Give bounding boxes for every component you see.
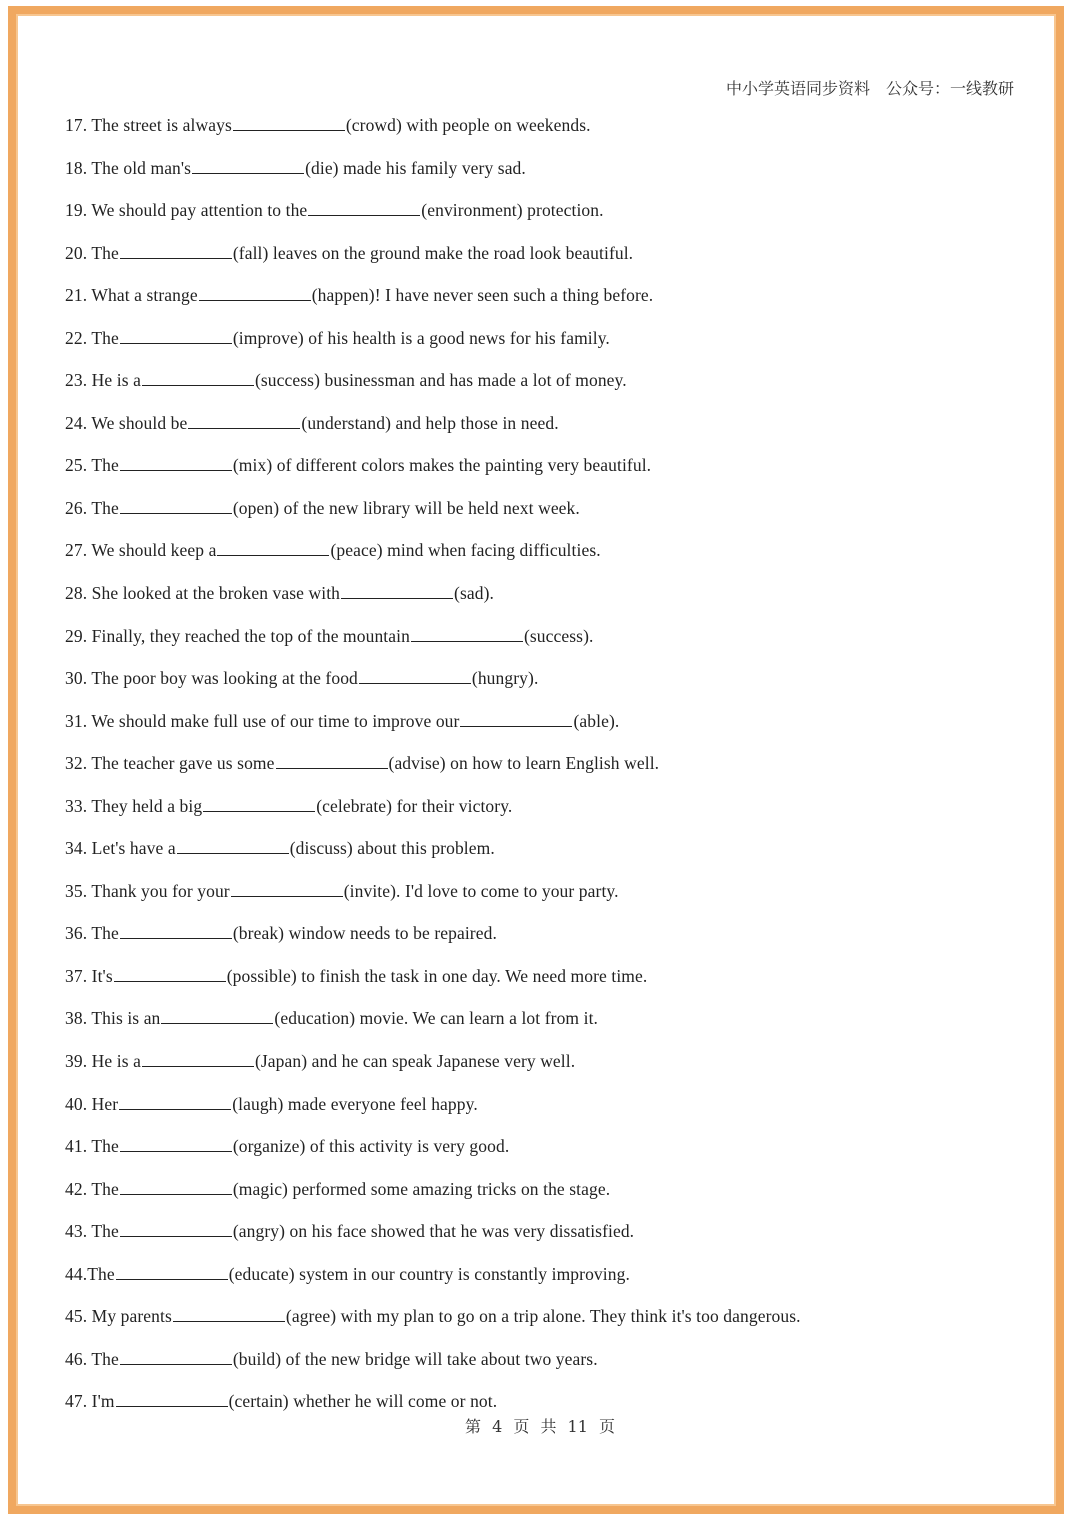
exercise-item xyxy=(65,1344,1025,1387)
item-number: 39. xyxy=(65,1051,88,1072)
exercise-list xyxy=(65,110,1025,1429)
item-text-before: He is a xyxy=(91,370,141,391)
exercise-item xyxy=(65,195,1025,238)
answer-blank[interactable] xyxy=(199,282,311,301)
item-number: 37. xyxy=(65,965,88,986)
item-text-after: (crowd) with people on weekends. xyxy=(345,115,591,135)
item-text-before: The xyxy=(91,327,119,348)
item-text-before: The poor boy was looking at the food xyxy=(91,668,358,689)
exercise-item xyxy=(65,1174,1025,1217)
item-number: 21. xyxy=(65,285,88,306)
item-text-after: (sad). xyxy=(454,583,494,604)
exercise-item xyxy=(65,1216,1025,1259)
exercise-item xyxy=(65,791,1025,834)
exercise-item xyxy=(65,961,1025,1004)
item-text-before: The xyxy=(91,242,119,263)
answer-blank[interactable] xyxy=(308,197,420,216)
answer-blank[interactable] xyxy=(203,793,315,812)
answer-blank[interactable] xyxy=(359,665,471,684)
exercise-item xyxy=(65,238,1025,281)
exercise-item xyxy=(65,706,1025,749)
header-account: 公众号：一线教研 xyxy=(885,81,1014,98)
exercise-item xyxy=(65,621,1025,664)
item-text-before: It's xyxy=(91,965,113,986)
exercise-item xyxy=(65,748,1025,791)
answer-blank[interactable] xyxy=(217,537,329,556)
exercise-item xyxy=(65,1089,1025,1132)
answer-blank[interactable] xyxy=(276,750,388,769)
item-number: 32. xyxy=(65,753,88,774)
item-number: 47. xyxy=(65,1391,88,1412)
item-text-after: (celebrate) for their victory. xyxy=(316,795,513,816)
item-text-after: (success) businessman and has made a lot of money. xyxy=(254,370,627,391)
item-text-before: The teacher gave us some xyxy=(91,753,275,774)
item-number: 18. xyxy=(65,157,88,178)
exercise-item xyxy=(65,1259,1025,1302)
item-text-before: He is a xyxy=(91,1051,141,1072)
item-text-after: (understand) and help those in need. xyxy=(301,412,559,433)
answer-blank[interactable] xyxy=(177,835,289,854)
item-text-after: (angry) on his face showed that he was very dissatisfied. xyxy=(232,1221,635,1242)
item-text-after: (possible) to finish the task in one day. We need more time. xyxy=(226,965,648,986)
answer-blank[interactable] xyxy=(116,1388,228,1407)
item-text-after: (break) window needs to be repaired. xyxy=(232,923,497,944)
item-text-after: (agree) with my plan to go on a trip alone. They think it's too dangerous. xyxy=(285,1306,801,1327)
item-text-before: We should be xyxy=(91,412,188,433)
answer-blank[interactable] xyxy=(120,1218,232,1237)
item-text-after: (Japan) and he can speak Japanese very well. xyxy=(254,1051,576,1072)
answer-blank[interactable] xyxy=(120,325,232,344)
item-text-before: I'm xyxy=(91,1391,115,1412)
answer-blank[interactable] xyxy=(233,112,345,131)
header-source: 中小学英语同步资料 xyxy=(725,81,870,98)
item-number: 29. xyxy=(65,625,88,646)
item-number: 38. xyxy=(65,1008,88,1029)
item-number: 34. xyxy=(65,838,88,859)
answer-blank[interactable] xyxy=(120,240,232,259)
exercise-item xyxy=(65,153,1025,196)
item-text-after: (hungry). xyxy=(471,668,539,689)
exercise-item xyxy=(65,535,1025,578)
item-text-after: (mix) of different colors makes the painting very beautiful. xyxy=(232,455,652,476)
answer-blank[interactable] xyxy=(120,1176,232,1195)
item-text-before: Finally, they reached the top of the mountain xyxy=(91,625,410,646)
answer-blank[interactable] xyxy=(188,410,300,429)
item-number: 42. xyxy=(65,1178,88,1199)
item-text-after: (organize) of this activity is very good. xyxy=(232,1136,510,1157)
answer-blank[interactable] xyxy=(120,495,232,514)
item-text-after: (peace) mind when facing difficulties. xyxy=(330,540,601,561)
item-text-before: The xyxy=(91,497,119,518)
item-text-after: (environment) protection. xyxy=(421,200,604,221)
item-text-after: (advise) on how to learn English well. xyxy=(388,753,660,774)
answer-blank[interactable] xyxy=(120,1346,232,1365)
answer-blank[interactable] xyxy=(114,963,226,982)
item-number: 40. xyxy=(65,1093,88,1114)
exercise-item xyxy=(65,663,1025,706)
exercise-item xyxy=(65,578,1025,621)
item-text-after: (invite). I'd love to come to your party. xyxy=(343,880,619,901)
item-number: 45. xyxy=(65,1306,88,1327)
answer-blank[interactable] xyxy=(119,1091,231,1110)
answer-blank[interactable] xyxy=(116,1261,228,1280)
item-text-before: What a strange xyxy=(91,285,198,306)
item-number: 36. xyxy=(65,923,88,944)
item-text-before: We should make full use of our time to improve our xyxy=(91,710,460,731)
item-number: 35. xyxy=(65,880,88,901)
answer-blank[interactable] xyxy=(173,1303,285,1322)
answer-blank[interactable] xyxy=(120,920,232,939)
item-number: 17. xyxy=(65,115,88,135)
item-text-after: (laugh) made everyone feel happy. xyxy=(232,1093,478,1114)
answer-blank[interactable] xyxy=(411,623,523,642)
item-text-before: The xyxy=(91,1178,119,1199)
item-number: 19. xyxy=(65,200,88,221)
answer-blank[interactable] xyxy=(120,452,232,471)
exercise-item xyxy=(65,365,1025,408)
item-text-before: The xyxy=(91,1136,119,1157)
item-text-after: (build) of the new bridge will take about two years. xyxy=(232,1348,598,1369)
exercise-item xyxy=(65,110,1025,153)
exercise-item xyxy=(65,1003,1025,1046)
item-number: 46. xyxy=(65,1348,88,1369)
item-number: 33. xyxy=(65,795,88,816)
item-number: 24. xyxy=(65,412,88,433)
answer-blank[interactable] xyxy=(192,155,304,174)
item-number: 27. xyxy=(65,540,88,561)
item-text-after: (happen)! I have never seen such a thing before. xyxy=(311,285,654,306)
item-text-after: (fall) leaves on the ground make the road look beautiful. xyxy=(232,242,634,263)
exercise-item xyxy=(65,1301,1025,1344)
item-number: 30. xyxy=(65,668,88,689)
item-text-before: The xyxy=(91,923,119,944)
exercise-item xyxy=(65,493,1025,536)
item-text-after: (able). xyxy=(573,710,620,731)
item-text-after: (improve) of his health is a good news for his family. xyxy=(232,327,610,348)
answer-blank[interactable] xyxy=(142,367,254,386)
exercise-item xyxy=(65,450,1025,493)
item-text-before: We should pay attention to the xyxy=(91,200,308,221)
answer-blank[interactable] xyxy=(231,878,343,897)
item-text-before: Thank you for your xyxy=(91,880,230,901)
exercise-item xyxy=(65,323,1025,366)
item-text-before: Let's have a xyxy=(91,838,176,859)
item-text-after: (education) movie. We can learn a lot from it. xyxy=(274,1008,599,1029)
item-number: 31. xyxy=(65,710,88,731)
answer-blank[interactable] xyxy=(120,1133,232,1152)
item-text-after: (die) made his family very sad. xyxy=(305,157,526,178)
item-number: 43. xyxy=(65,1221,88,1242)
exercise-item xyxy=(65,876,1025,919)
item-text-before: This is an xyxy=(91,1008,161,1029)
page-header xyxy=(726,76,1014,99)
exercise-item xyxy=(65,280,1025,323)
answer-blank[interactable] xyxy=(460,708,572,727)
item-text-before: The xyxy=(91,1221,119,1242)
item-text-before: My parents xyxy=(91,1306,172,1327)
item-number: 20. xyxy=(65,242,88,263)
item-text-after: (discuss) about this problem. xyxy=(289,838,495,859)
item-text-before: She looked at the broken vase with xyxy=(91,583,341,604)
item-text-before: The street is always xyxy=(91,115,232,135)
item-text-before: They held a big xyxy=(91,795,203,816)
exercise-item xyxy=(65,1046,1025,1089)
exercise-item xyxy=(65,1131,1025,1174)
answer-blank[interactable] xyxy=(142,1048,254,1067)
page-number: 第 4 页 共 11 页 xyxy=(465,1417,615,1436)
item-text-before: The old man's xyxy=(91,157,192,178)
answer-blank[interactable] xyxy=(161,1005,273,1024)
item-text-after: (open) of the new library will be held next week. xyxy=(232,497,580,518)
item-text-after: (success). xyxy=(523,625,594,646)
exercise-item xyxy=(65,408,1025,451)
item-number: 28. xyxy=(65,583,88,604)
item-text-before: Her xyxy=(91,1093,119,1114)
item-number: 41. xyxy=(65,1136,88,1157)
item-text-after: (educate) system in our country is constantly improving. xyxy=(228,1263,630,1284)
item-text-after: (certain) whether he will come or not. xyxy=(228,1391,498,1412)
exercise-item xyxy=(65,833,1025,876)
exercise-item xyxy=(65,918,1025,961)
item-number: 23. xyxy=(65,370,88,391)
item-number: 44. xyxy=(65,1263,88,1284)
item-text-before: The xyxy=(87,1263,115,1284)
item-number: 26. xyxy=(65,497,88,518)
item-number: 22. xyxy=(65,327,88,348)
item-text-before: We should keep a xyxy=(91,540,217,561)
answer-blank[interactable] xyxy=(341,580,453,599)
item-number: 25. xyxy=(65,455,88,476)
item-text-before: The xyxy=(91,455,119,476)
item-text-before: The xyxy=(91,1348,119,1369)
item-text-after: (magic) performed some amazing tricks on the stage. xyxy=(232,1178,611,1199)
